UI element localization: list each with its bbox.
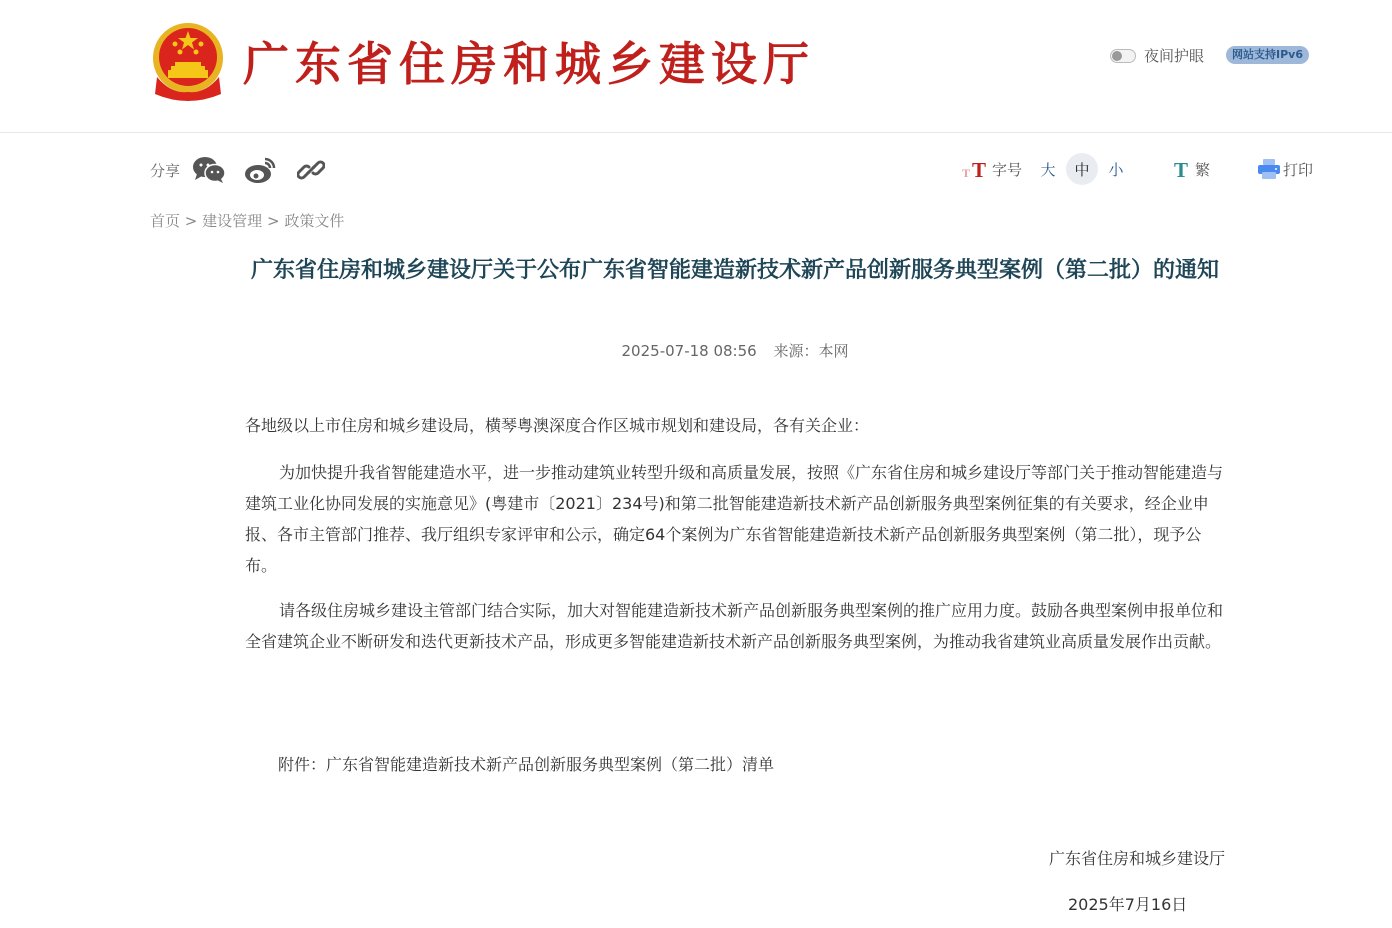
- sign-date: 2025年7月16日: [1068, 895, 1188, 914]
- breadcrumb-separator: >: [184, 212, 198, 230]
- article-meta: [0, 340, 1392, 361]
- traditional-label: 繁: [1195, 160, 1211, 179]
- printer-icon: [1258, 159, 1280, 179]
- breadcrumb-separator: >: [266, 212, 280, 230]
- breadcrumb-policy[interactable]: 政策文件: [284, 212, 345, 230]
- night-mode-label: 夜间护眼: [1144, 47, 1205, 65]
- article-title: 广东省住房和城乡建设厅关于公布广东省智能建造新技术新产品创新服务典型案例（第二批）的通知: [250, 258, 1219, 283]
- font-size-medium[interactable]: 中: [1066, 153, 1098, 185]
- paragraph: 请各级住房城乡建设主管部门结合实际，加大对智能建造新技术新产品创新服务典型案例的推广应用力度。鼓励各典型案例申报单位和全省建筑企业不断研发和迭代更新技术产品，形成更多智能建造新技术新产品创新服务典型案例，为推动我省建筑业高质量发展作出贡献。: [245, 601, 1224, 651]
- breadcrumb-home[interactable]: 首页: [150, 212, 181, 230]
- article-source: 来源：本网: [773, 342, 849, 360]
- weibo-icon[interactable]: [243, 155, 277, 185]
- font-size-label: 字号: [992, 160, 1023, 179]
- reading-tools: [962, 152, 1313, 186]
- svg-text:T: T: [962, 166, 971, 179]
- svg-text:T: T: [972, 159, 987, 179]
- publish-date: 2025-07-18 08:56: [621, 342, 757, 360]
- site-header: [0, 0, 1392, 133]
- svg-text:T: T: [1174, 159, 1189, 179]
- national-emblem-icon: [151, 22, 225, 102]
- print-button[interactable]: [1258, 159, 1313, 180]
- signature: 广东省住房和城乡建设厅: [1048, 849, 1225, 868]
- font-size-group: [962, 153, 1132, 185]
- toggle-switch[interactable]: [1110, 49, 1136, 63]
- paragraph: 为加快提升我省智能建造水平，进一步推动建筑业转型升级和高质量发展，按照《广东省住房和城乡建设厅等部门关于推动智能建造与建筑工业化协同发展的实施意见》(粤建市〔2021〕234号)和第二批智能建造新技术新产品创新服务典型案例征集的有关要求，经企业申报、各市主管部门推荐、我厅组织专家评审和公示，确定64个案例为广东省智能建造新技术新产品创新服务典型案例（第二批），现予公布。: [245, 463, 1224, 575]
- share-bar: [150, 155, 345, 185]
- print-label: 打印: [1283, 160, 1314, 179]
- article-body: [245, 410, 1225, 657]
- site-title[interactable]: 广东省住房和城乡建设厅: [243, 37, 815, 91]
- traditional-icon: [1174, 159, 1192, 179]
- font-size-large[interactable]: 大: [1040, 160, 1056, 179]
- font-size-icon: [962, 159, 988, 179]
- breadcrumb-construction[interactable]: 建设管理: [202, 212, 263, 230]
- night-mode-toggle[interactable]: [1110, 45, 1204, 66]
- attachment-link[interactable]: 附件：广东省智能建造新技术新产品创新服务典型案例（第二批）清单: [278, 755, 775, 774]
- wechat-icon[interactable]: [192, 155, 226, 185]
- font-size-small[interactable]: 小: [1108, 160, 1124, 179]
- link-icon[interactable]: [294, 155, 328, 185]
- breadcrumb: [150, 210, 344, 231]
- share-label: 分享: [150, 161, 181, 180]
- ipv6-badge: 网站支持IPv6: [1226, 46, 1309, 64]
- traditional-chinese-button[interactable]: [1174, 159, 1210, 180]
- salutation: 各地级以上市住房和城乡建设局，横琴粤澳深度合作区城市规划和建设局，各有关企业：: [245, 416, 870, 435]
